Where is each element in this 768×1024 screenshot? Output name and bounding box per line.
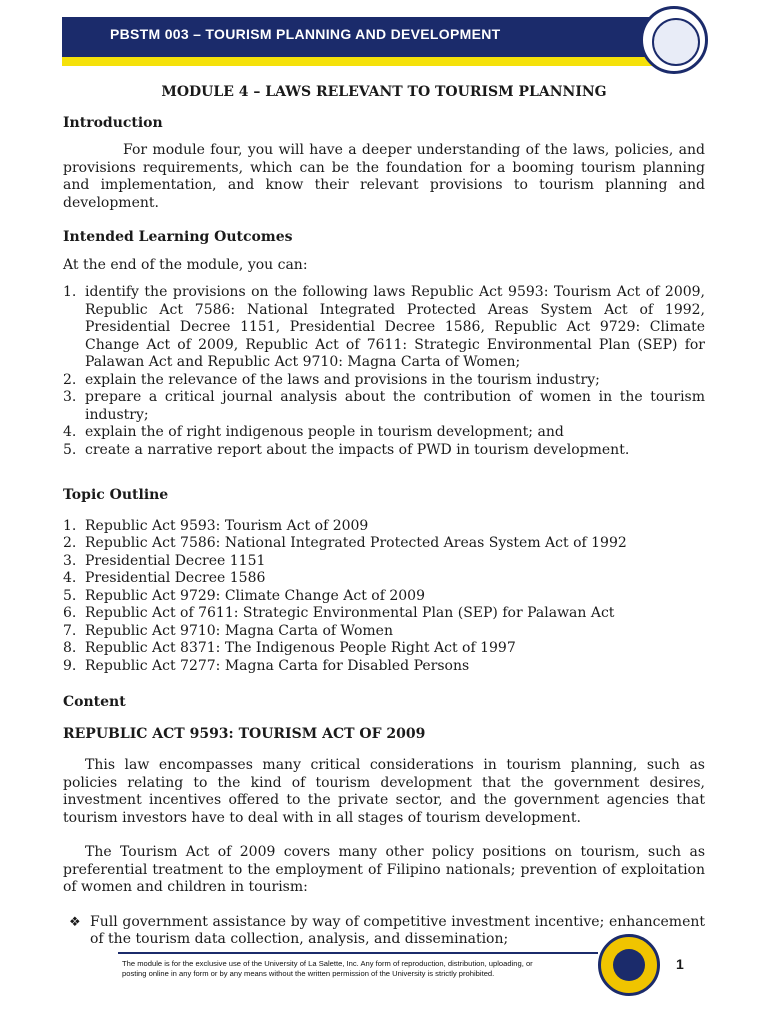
list-item: 1. identify the provisions on the following laws Republic Act 9593: Tourism Act of 2009, Republic Act 7586: National Integrated Protected Areas System Act of 1992, Presidential Decree 1151, Presidential Decree 1586, Republic Act 9729: Climate Change Act of 2009, Republic Act of 7611: Strategic Environmental Plan (SEP) for Palawan Act and Republic Act 9710: Magna Carta of Women; [63, 284, 705, 370]
content-heading: Content [63, 694, 126, 710]
list-item: 2. Republic Act 7586: National Integrated Protected Areas System Act of 1992 [63, 535, 627, 551]
list-item: 1. Republic Act 9593: Tourism Act of 2009 [63, 517, 369, 534]
school-logo-icon [598, 934, 660, 996]
page-number: 1 [676, 956, 684, 972]
university-seal-icon [640, 6, 708, 74]
page-content [63, 84, 705, 949]
list-item: 7. Republic Act 9710: Magna Carta of Women [63, 622, 393, 639]
module-title: MODULE 4 – LAWS RELEVANT TO TOURISM PLANNING [161, 84, 607, 100]
list-item: 5. create a narrative report about the impacts of PWD in tourism development. [63, 441, 630, 458]
footer-notice: The module is for the exclusive use of the University of La Salette, Inc. Any form of reproduction, distribution, uploading, or posting online in any form or by any means without the written permission of the University is strictly prohibited. [122, 959, 533, 978]
header-yellow-stripe [62, 57, 662, 66]
outcomes-list [63, 284, 705, 459]
page-header [0, 0, 768, 80]
introduction-text: For module four, you will have a deeper understanding of the laws, policies, and provisions requirements, which can be the foundation for a booming tourism planning and implementation, and know their relevant provisions to tourism planning and development. [63, 142, 705, 211]
bullet-text: Full government assistance by way of competitive investment incentive; enhancement of the tourism data collection, analysis, and dissemination; [90, 913, 705, 947]
list-item: 5. Republic Act 9729: Climate Change Act of 2009 [63, 587, 425, 604]
footer-divider [118, 952, 598, 954]
seal-emblem [652, 18, 700, 66]
list-item: 6. Republic Act of 7611: Strategic Environmental Plan (SEP) for Palawan Act [63, 605, 615, 621]
logo-emblem [613, 949, 645, 981]
list-item: 2. explain the relevance of the laws and provisions in the tourism industry; [63, 371, 600, 388]
list-item: 3. prepare a critical journal analysis about the contribution of women in the tourism industry; [63, 389, 705, 423]
tourism-act-paragraph-1: This law encompasses many critical considerations in tourism planning, such as policies relating to the kind of tourism development that the government desires, investment incentives offered to the private sector, and the government agencies that tourism investors have to deal with in all stages of tourism development. [63, 757, 705, 826]
topic-outline-list [63, 518, 705, 676]
tourism-act-heading: REPUBLIC ACT 9593: TOURISM ACT OF 2009 [63, 725, 426, 742]
outcomes-heading: Intended Learning Outcomes [63, 229, 293, 245]
list-item: 4. Presidential Decree 1586 [63, 570, 266, 586]
list-item: 8. Republic Act 8371: The Indigenous People Right Act of 1997 [63, 640, 516, 656]
list-item: 3. Presidential Decree 1151 [63, 552, 266, 569]
tourism-act-paragraph-2: The Tourism Act of 2009 covers many other policy positions on tourism, such as preferential treatment to the employment of Filipino nationals; prevention of exploitation of women and children in tourism: [63, 844, 705, 895]
introduction-heading: Introduction [63, 114, 163, 131]
topic-outline-heading: Topic Outline [63, 487, 169, 503]
course-title: PBSTM 003 – TOURISM PLANNING AND DEVELOPMENT [110, 26, 501, 42]
list-item: 4. explain the of right indigenous people in tourism development; and [63, 424, 564, 440]
diamond-bullet-icon: ❖ [69, 914, 81, 930]
outcomes-lead: At the end of the module, you can: [63, 256, 308, 273]
list-item: 9. Republic Act 7277: Magna Carta for Disabled Persons [63, 657, 470, 674]
